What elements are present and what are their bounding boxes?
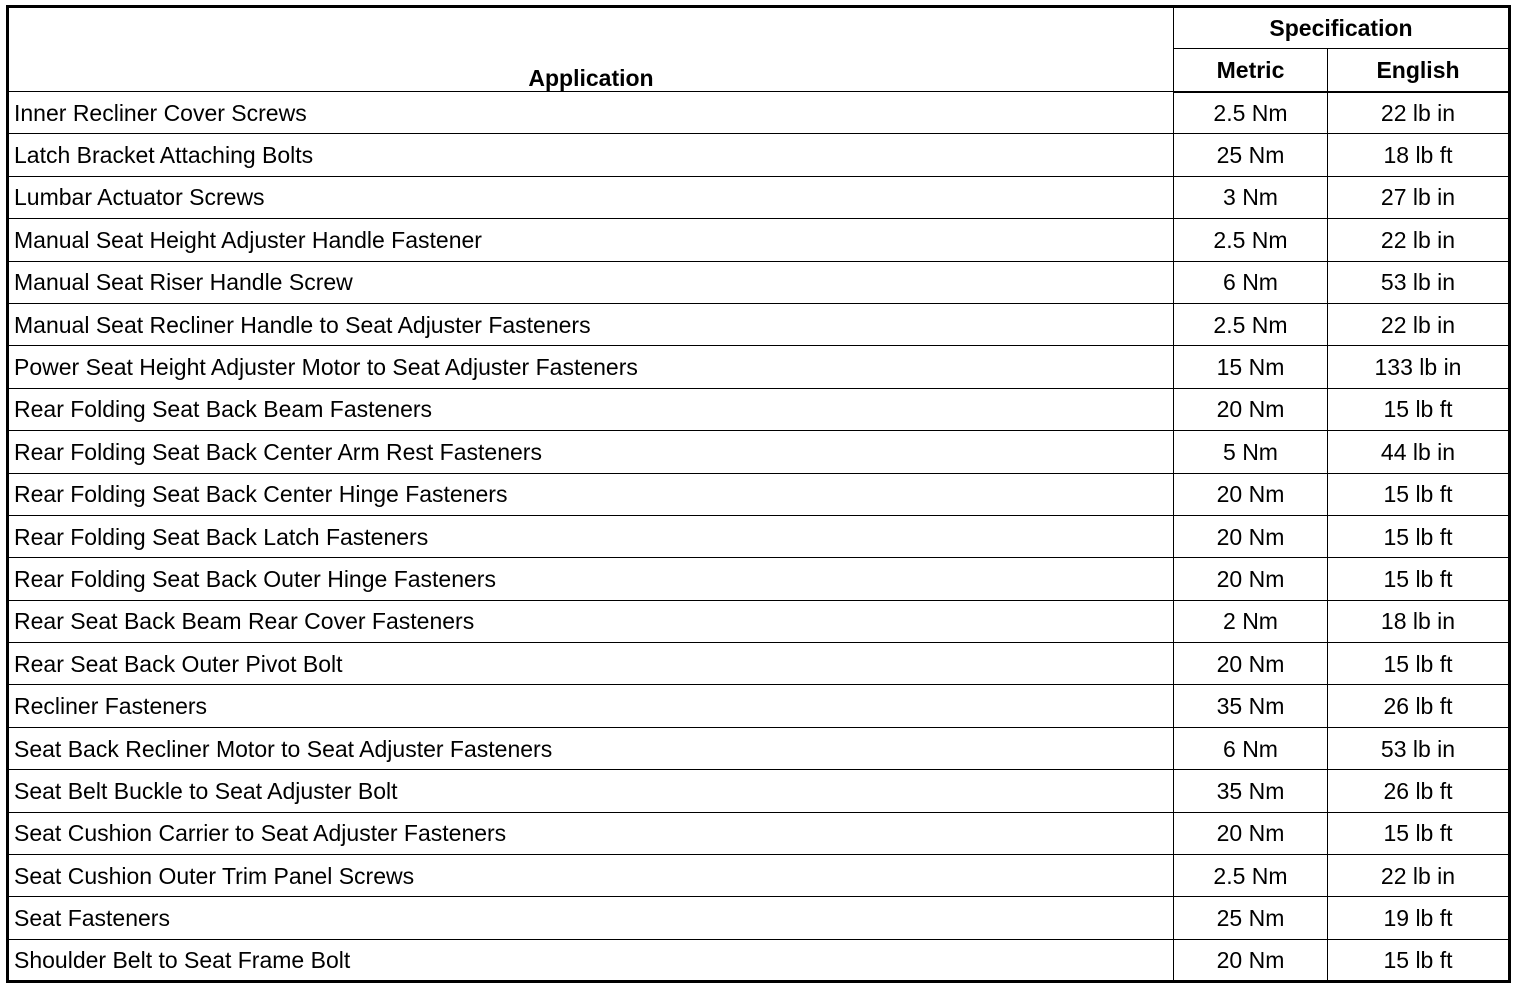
application-cell: Rear Folding Seat Back Beam Fasteners xyxy=(8,388,1174,430)
english-cell: 15 lb ft xyxy=(1328,558,1510,600)
metric-cell: 25 Nm xyxy=(1174,134,1328,176)
metric-column-header: Metric xyxy=(1174,49,1328,92)
metric-cell: 20 Nm xyxy=(1174,812,1328,854)
table-row xyxy=(8,219,1510,261)
metric-cell: 2.5 Nm xyxy=(1174,219,1328,261)
table-row xyxy=(8,176,1510,218)
application-cell: Shoulder Belt to Seat Frame Bolt xyxy=(8,939,1174,981)
table-header xyxy=(8,7,1510,92)
application-cell: Rear Folding Seat Back Outer Hinge Fasteners xyxy=(8,558,1174,600)
metric-cell: 35 Nm xyxy=(1174,770,1328,812)
application-cell: Inner Recliner Cover Screws xyxy=(8,92,1174,134)
table-row xyxy=(8,897,1510,939)
english-cell: 15 lb ft xyxy=(1328,473,1510,515)
table-row xyxy=(8,727,1510,769)
table-row xyxy=(8,431,1510,473)
application-column-header: Application xyxy=(8,7,1174,92)
table-row xyxy=(8,92,1510,134)
english-cell: 22 lb in xyxy=(1328,855,1510,897)
metric-cell: 2.5 Nm xyxy=(1174,92,1328,134)
english-cell: 22 lb in xyxy=(1328,92,1510,134)
application-cell: Manual Seat Height Adjuster Handle Fastener xyxy=(8,219,1174,261)
english-cell: 44 lb in xyxy=(1328,431,1510,473)
application-cell: Rear Folding Seat Back Latch Fasteners xyxy=(8,515,1174,557)
english-cell: 26 lb ft xyxy=(1328,770,1510,812)
table-row xyxy=(8,261,1510,303)
application-cell: Manual Seat Riser Handle Screw xyxy=(8,261,1174,303)
application-cell: Lumbar Actuator Screws xyxy=(8,176,1174,218)
application-cell: Rear Seat Back Outer Pivot Bolt xyxy=(8,643,1174,685)
application-cell: Latch Bracket Attaching Bolts xyxy=(8,134,1174,176)
application-cell: Manual Seat Recliner Handle to Seat Adjuster Fasteners xyxy=(8,303,1174,345)
english-cell: 15 lb ft xyxy=(1328,515,1510,557)
table-body xyxy=(8,92,1510,982)
metric-cell: 25 Nm xyxy=(1174,897,1328,939)
metric-cell: 2.5 Nm xyxy=(1174,855,1328,897)
english-cell: 15 lb ft xyxy=(1328,939,1510,981)
english-cell: 15 lb ft xyxy=(1328,388,1510,430)
english-cell: 133 lb in xyxy=(1328,346,1510,388)
table-row xyxy=(8,346,1510,388)
fastener-spec-table xyxy=(6,5,1511,983)
metric-cell: 15 Nm xyxy=(1174,346,1328,388)
english-cell: 18 lb in xyxy=(1328,600,1510,642)
application-cell: Seat Back Recliner Motor to Seat Adjuster Fasteners xyxy=(8,727,1174,769)
english-column-header: English xyxy=(1328,49,1510,92)
english-cell: 19 lb ft xyxy=(1328,897,1510,939)
application-cell: Rear Seat Back Beam Rear Cover Fasteners xyxy=(8,600,1174,642)
english-cell: 27 lb in xyxy=(1328,176,1510,218)
metric-cell: 20 Nm xyxy=(1174,939,1328,981)
english-cell: 53 lb in xyxy=(1328,261,1510,303)
metric-cell: 20 Nm xyxy=(1174,558,1328,600)
english-cell: 26 lb ft xyxy=(1328,685,1510,727)
table-row xyxy=(8,643,1510,685)
metric-cell: 2.5 Nm xyxy=(1174,303,1328,345)
table-row xyxy=(8,303,1510,345)
metric-cell: 20 Nm xyxy=(1174,643,1328,685)
english-cell: 15 lb ft xyxy=(1328,812,1510,854)
application-cell: Rear Folding Seat Back Center Arm Rest Fasteners xyxy=(8,431,1174,473)
metric-cell: 2 Nm xyxy=(1174,600,1328,642)
metric-cell: 6 Nm xyxy=(1174,261,1328,303)
application-cell: Rear Folding Seat Back Center Hinge Fasteners xyxy=(8,473,1174,515)
metric-cell: 20 Nm xyxy=(1174,388,1328,430)
english-cell: 53 lb in xyxy=(1328,727,1510,769)
application-cell: Seat Belt Buckle to Seat Adjuster Bolt xyxy=(8,770,1174,812)
table-row xyxy=(8,515,1510,557)
metric-cell: 3 Nm xyxy=(1174,176,1328,218)
table-row xyxy=(8,855,1510,897)
table-row xyxy=(8,473,1510,515)
table-row xyxy=(8,770,1510,812)
application-cell: Seat Fasteners xyxy=(8,897,1174,939)
english-cell: 22 lb in xyxy=(1328,303,1510,345)
metric-cell: 6 Nm xyxy=(1174,727,1328,769)
english-cell: 18 lb ft xyxy=(1328,134,1510,176)
english-cell: 22 lb in xyxy=(1328,219,1510,261)
metric-cell: 20 Nm xyxy=(1174,473,1328,515)
table-row xyxy=(8,685,1510,727)
application-cell: Power Seat Height Adjuster Motor to Seat Adjuster Fasteners xyxy=(8,346,1174,388)
table-row xyxy=(8,939,1510,981)
application-cell: Seat Cushion Carrier to Seat Adjuster Fasteners xyxy=(8,812,1174,854)
application-cell: Recliner Fasteners xyxy=(8,685,1174,727)
metric-cell: 35 Nm xyxy=(1174,685,1328,727)
table-row xyxy=(8,558,1510,600)
english-cell: 15 lb ft xyxy=(1328,643,1510,685)
specification-column-header: Specification xyxy=(1174,7,1510,49)
metric-cell: 20 Nm xyxy=(1174,515,1328,557)
metric-cell: 5 Nm xyxy=(1174,431,1328,473)
application-cell: Seat Cushion Outer Trim Panel Screws xyxy=(8,855,1174,897)
table-row xyxy=(8,812,1510,854)
table-row xyxy=(8,600,1510,642)
table-row xyxy=(8,388,1510,430)
table-row xyxy=(8,134,1510,176)
